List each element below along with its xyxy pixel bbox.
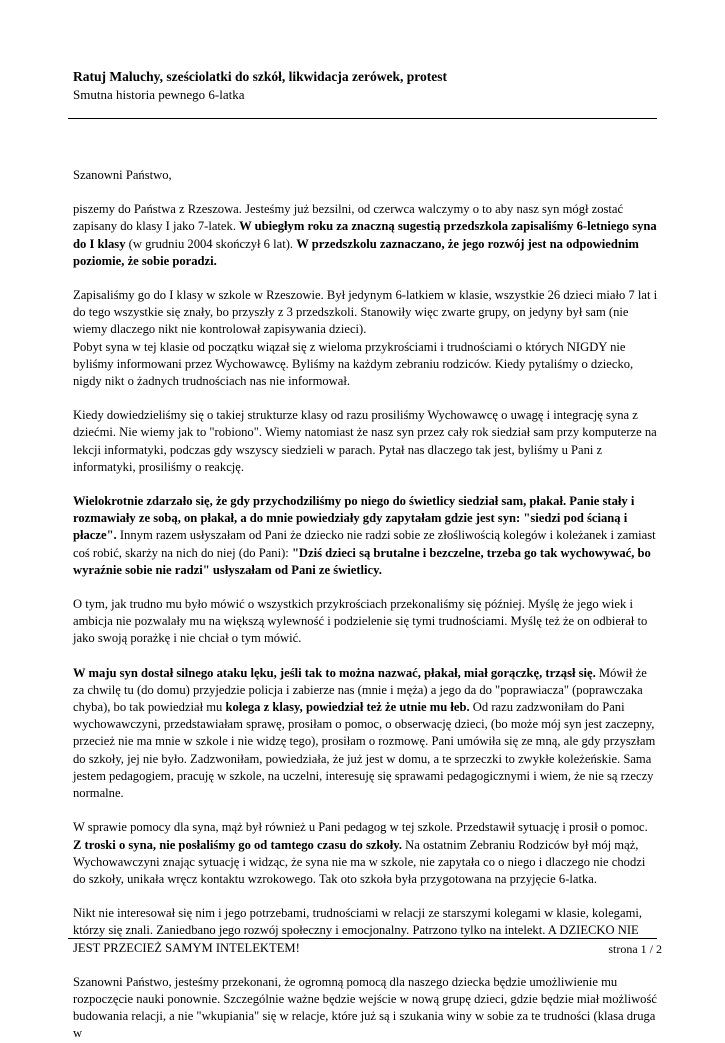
- text-1: Mówił że za chwilę tu (do domu) przyjedzie policja i zabierze nas (mnie i męża) a jego da do "poprawiacza" (poprawczaka chyba), bo tak powiedział mu: [73, 665, 647, 715]
- document-subtitle: Smutna historia pewnego 6-latka: [73, 87, 245, 102]
- bold-text-0: Z troski o syna, nie posłaliśmy go od tamtego czasu do szkoły.: [73, 837, 402, 852]
- text-0: piszemy do Państwa z Rzeszowa. Jesteśmy już bezsilni, od czerwca walczymy o to aby nasz syn mógł zostać zapisany do klasy I jako 7-latek.: [73, 202, 624, 234]
- bold-text-0: Wielokrotnie zdarzało się, że gdy przychodziliśmy po niego do świetlicy siedział sam, płakał. Panie stały i rozmawiały ze sobą, on płakał, a do mnie powiedziały gdy zapytałam gdzie jest syn: "siedzi pod ścianą i płacze".: [73, 494, 635, 543]
- document-title: Ratuj Maluchy, sześciolatki do szkół, likwidacja zerówek, protest: [73, 69, 447, 84]
- bold-text-3: W przedszkolu zaznaczano, że jego rozwój jest na odpowiednim poziomie, że sobie poradzi.: [73, 236, 639, 268]
- bold-text-2: kolega z klasy, powiedział też że utnie mu łeb.: [225, 700, 470, 715]
- text-2: (w grudniu 2004 skończył 6 lat).: [125, 236, 297, 251]
- letter-greeting: Szanowni Państwo,: [73, 168, 172, 182]
- text-3: Od razu zadzwoniłam do Pani wychowawczyni, przedstawiałam sprawę, prosiłam o pomoc, o obserwację dzieci, (bo może mój syn jest zaczepny, przecież nie ma mnie w szkole i nie widzę tego), prosiłam o rozmowę. Pani umówiła się ze mną, ale gdy przyszłam do szkoły, jej nie było. Zadzwoniłam, powiedziała, że już jest w domu, a te sprzeczki to zwykłe koleżeńskie. Sama jestem pedagogiem, pracuję w szkole, na uczelni, interesuję się sprawami pedagogicznymi i wiem, że nie są rzeczy normalne.: [73, 700, 656, 801]
- paragraph-3: Pobyt syna w tej klasie od początku wiązał się z wieloma przykrościami i trudnościami o których NIGDY nie byliśmy informowani przez Wychowawcę. Byliśmy na każdym zebraniu rodziców. Kiedy pytaliśmy o dziecko, nigdy nikt o żadnych trudnościach nas nie informował.: [73, 339, 634, 389]
- paragraph-9: [73, 837, 658, 889]
- text-1: Innym razem usłyszałam od Pani że dziecko nie radzi sobie ze złośliwością kolegów i koleżanek i zamiast coś robić, skarży na nich do niej (do Pani):: [73, 528, 656, 560]
- footer-divider: [68, 938, 657, 939]
- paragraph-7: [73, 665, 658, 803]
- paragraph-1: [73, 201, 658, 270]
- page-number: strona 1 / 2: [608, 942, 662, 956]
- letter-body: [73, 167, 658, 1043]
- bold-text-2: "Dziś dzieci są brutalne i bezczelne, trzeba go tak wychowywać, bo wyraźnie sobie nie radzi" usłyszałam od Pani ze świetlicy.: [73, 545, 651, 577]
- paragraph-8: W sprawie pomocy dla syna, mąż był również u Pani pedagog w tej szkole. Przedstawił sytuację i prosił o pomoc.: [73, 820, 648, 835]
- text-1: Na ostatnim Zebraniu Rodziców był mój mąż, Wychowawczyni znając sytuację i widząc, że syna nie ma w szkole, nie zapytała co o niego i dlaczego nie chodzi do szkoły, unikała wręcz kontaktu wzrokowego. Tak oto szkoła była przygotowana na przyjęcie 6-latka.: [73, 837, 646, 886]
- header-divider: [68, 118, 657, 119]
- paragraph-11: Szanowni Państwo, jesteśmy przekonani, że ogromną pomocą dla naszego dziecka będzie umożliwienie mu rozpoczęcie nauki ponownie. Szczególnie ważne będzie wejście w nową grupę dzieci, gdzie będzie miał możliwość budowania relacji, a nie "wkupiania" się w relacje, które już są i szukania winy w sobie za te trudności (klasa druga w: [73, 974, 657, 1041]
- bold-text-1: W ubiegłym roku za znaczną sugestią przedszkola zapisaliśmy 6-letniego syna do I klasy: [73, 219, 657, 251]
- document-header: [73, 68, 663, 103]
- paragraph-2: Zapisaliśmy go do I klasy w szkole w Rzeszowie. Był jedynym 6-latkiem w klasie, wszystkie 26 dzieci miało 7 lat i do tego wszystkie się znały, bo przyszły z 3 przedszkoli. Stanowiły więc zwarte grupy, on jedyny był sam (nie wiemy dlaczego nikt nie kontrolował zapisywania dzieci).: [73, 288, 658, 337]
- paragraph-10: Nikt nie interesował się nim i jego potrzebami, trudnościami w relacji ze starszymi kolegami w klasie, kolegami, którzy się znali. Zaniedbano jego rozwój społeczny i emocjonalny. Patrzono tylko na intelekt. A DZIECKO NIE JEST PRZECIEŻ SAMYM INTELEKTEM!: [73, 906, 643, 955]
- bold-text-0: W maju syn dostał silnego ataku lęku, jeśli tak to można nazwać, płakał, miał gorączkę, trząsł się.: [73, 665, 596, 680]
- paragraph-4: Kiedy dowiedzieliśmy się o takiej strukturze klasy od razu prosiliśmy Wychowawcę o uwagę i integrację syna z dziećmi. Nie wiemy jak to "robiono". Wiemy natomiast że nasz syn przez cały rok siedział sam przy komputerze na lekcji informatyki, podczas gdy wszyscy siedzieli w parach. Pytał nas dlaczego tak jest, byliśmy u Pani z informatyki, prosiliśmy o reakcję.: [73, 408, 657, 474]
- paragraph-5: [73, 493, 658, 579]
- paragraph-6: O tym, jak trudno mu było mówić o wszystkich przykrościach przekonaliśmy się później. Myślę że jego wiek i ambicja nie pozwalały mu na większą wylewność i podzielenie się tymi trudnościami. Myślę też że on odbierał to jako swoją porażkę i nie chciał o tym mówić.: [73, 597, 648, 646]
